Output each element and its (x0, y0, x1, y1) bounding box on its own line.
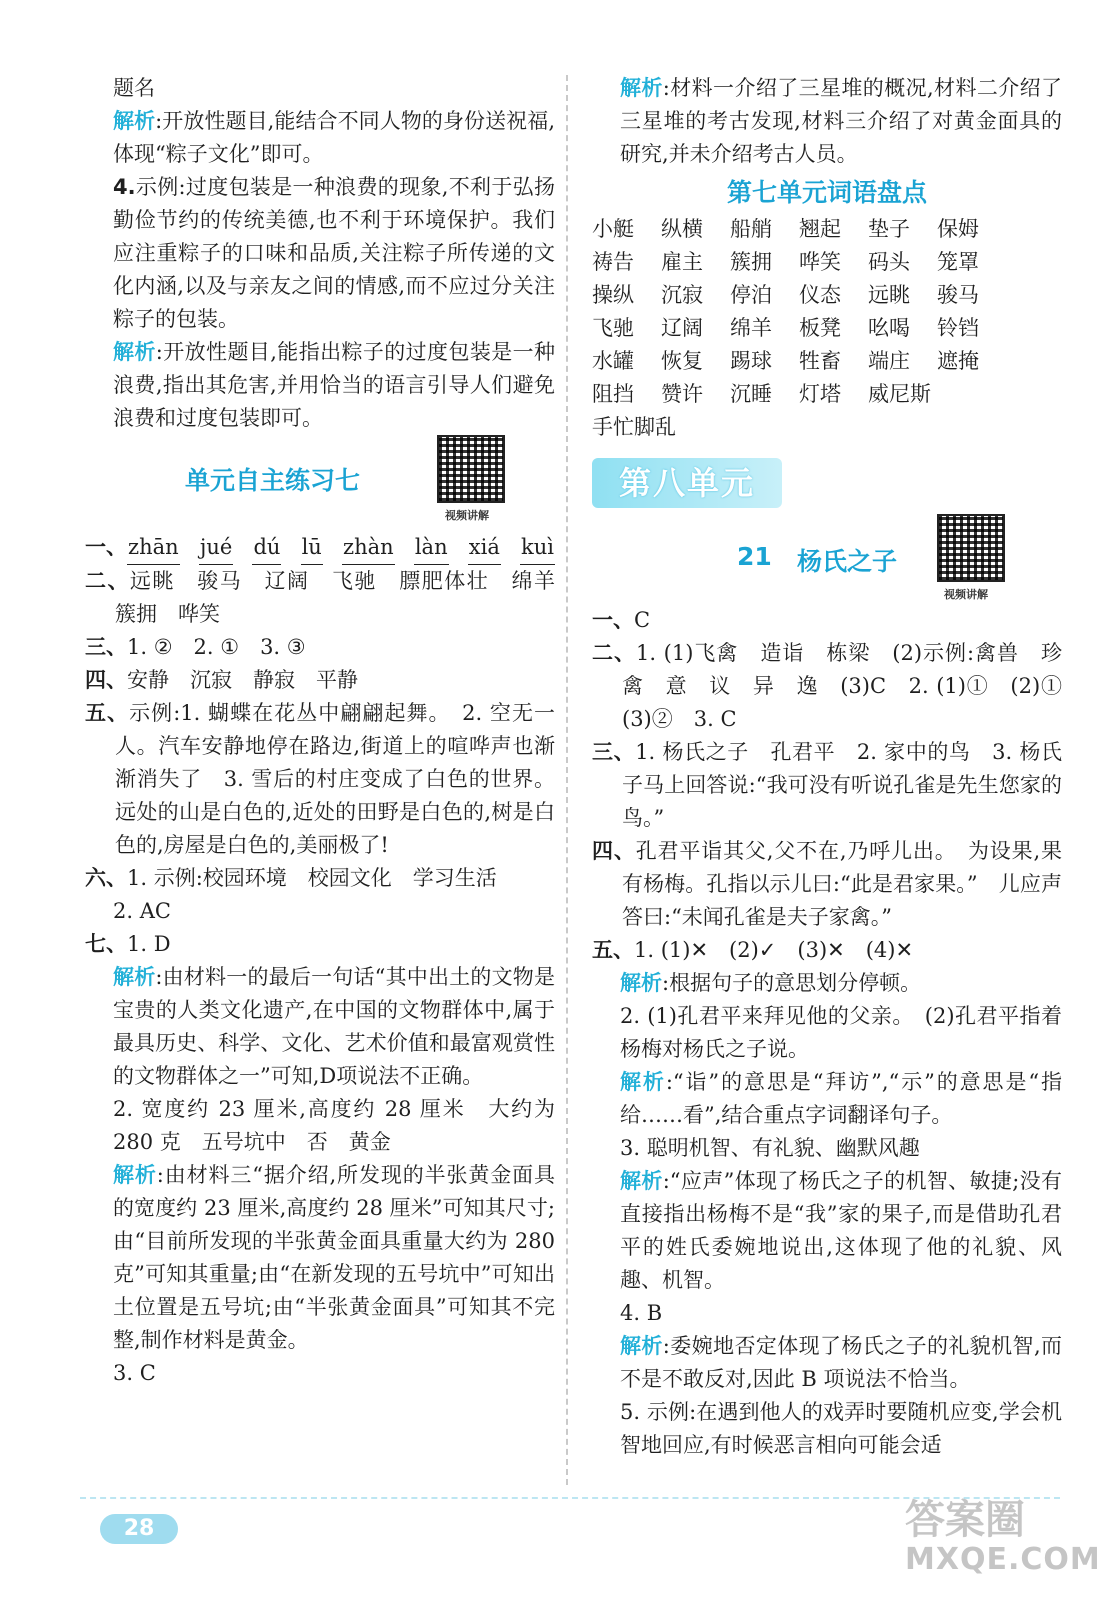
analysis-paragraph: 解析:开放性题目,能结合不同人物的身份送祝福,体现“粽子文化”即可。 (113, 109, 556, 166)
vocab-title: 第七单元词语盘点 (726, 178, 927, 207)
column-divider (566, 75, 568, 1485)
vocab-item: 船艄 (730, 217, 772, 241)
unit-banner: 第八单元 (592, 458, 782, 508)
vocab-item: 牲畜 (799, 349, 841, 373)
analysis-paragraph: 解析:由材料一的最后一句话“其中出土的文物是宝贵的人类文化遗产,在中国的文物群体中,属于最具历史、科学、文化、艺术价值和最富观赏性的文物群体之一”可知,D项说法不正确。 (113, 965, 556, 1088)
vocab-item: 手忙脚乱 (592, 415, 676, 439)
answer-r5: 五、1. (1)✕ (2)✓ (3)✕ (4)✕ (592, 938, 914, 962)
vocab-item: 小艇 (592, 217, 634, 241)
vocab-item: 垫子 (868, 217, 910, 241)
vocab-item: 纵横 (661, 217, 703, 241)
vocab-item: 阻挡 (592, 382, 634, 406)
vocab-item: 灯塔 (799, 382, 841, 406)
answer-s7-3: 3. C (113, 1361, 156, 1385)
vocab-item: 水罐 (592, 349, 634, 373)
vocab-item: 踢球 (730, 349, 772, 373)
section-title: 单元自主练习七 (185, 466, 361, 495)
analysis-paragraph: 解析:材料一介绍了三星堆的概况,材料二介绍了三星堆的考古发现,材料三介绍了对黄金面具的研究,并未介绍考古人员。 (620, 76, 1063, 166)
vocab-item: 码头 (868, 250, 910, 274)
section-header (85, 435, 555, 531)
answer-s7: 七、1. D (85, 932, 171, 956)
pinyin: jué (199, 531, 233, 565)
left-column (85, 72, 577, 1390)
qr-caption: 视频讲解 (944, 588, 988, 601)
vocab-item: 远眺 (868, 283, 910, 307)
vocab-item: 赞许 (661, 382, 703, 406)
pinyin: dú (252, 531, 281, 565)
vocab-item: 翘起 (799, 217, 841, 241)
answer-r5-4: 4. B (620, 1301, 663, 1325)
vocab-item: 操纵 (592, 283, 634, 307)
qr-caption: 视频讲解 (445, 509, 489, 522)
answer-r5-5: 5. 示例:在遇到他人的戏弄时要随机应变,学会机智地回应,有时候恶言相向可能会适 (620, 1400, 1062, 1457)
watermark: 答案圈 MXQE.COM (905, 1497, 1101, 1577)
pinyin: lū (301, 531, 323, 565)
vocab-grid (592, 213, 1062, 411)
analysis-paragraph: 解析:“诣”的意思是“拜访”,“示”的意思是“指给……看”,结合重点字词翻译句子。 (620, 1070, 1062, 1127)
vocab-item: 铃铛 (937, 316, 979, 340)
answer-r4: 四、孔君平诣其父,父不在,乃呼儿出。 为设果,果有杨梅。孔指以示儿曰:“此是君家果。” 儿应声答曰:“未闻孔雀是夫子家禽。” (592, 839, 1063, 929)
analysis-paragraph: 解析:开放性题目,能指出粽子的过度包装是一种浪费,指出其危害,并用恰当的语言引导人们避免浪费和过度包装即可。 (113, 340, 556, 430)
vocab-item: 保姆 (937, 217, 979, 241)
vocab-item: 端庄 (868, 349, 910, 373)
answer-s5: 五、示例:1. 蝴蝶在花丛中翩翩起舞。 2. 空无一人。汽车安静地停在路边,街道上的喧哗声也渐渐消失了 3. 雪后的村庄变成了白色的世界。远处的山是白色的,近处的田野是白色的,树是白色的,房屋是白色的,美丽极了! (85, 701, 556, 857)
pinyin: zhān (127, 531, 180, 565)
pinyin: zhàn (342, 531, 395, 565)
vocab-item: 沉睡 (730, 382, 772, 406)
lesson-number: 21 (737, 542, 772, 571)
pinyin-row (127, 531, 555, 565)
vocab-item: 骏马 (937, 283, 979, 307)
lesson-title: 杨氏之子 (797, 547, 898, 576)
answer-s4: 四、安静 沉寂 静寂 平静 (85, 668, 358, 692)
answer-s6-2: 2. AC (113, 899, 171, 923)
vocab-item: 恢复 (661, 349, 703, 373)
vocab-item: 飞驰 (592, 316, 634, 340)
answer-s2: 二、远眺 骏马 辽阔 飞驰 膘肥体壮 绵羊 簇拥 哗笑 (85, 569, 577, 626)
answer-s7-2: 2. 宽度约 23 厘米,高度约 28 厘米 大约为 280 克 五号坑中 否 黄金 (113, 1097, 555, 1154)
vocab-item: 威尼斯 (868, 382, 931, 406)
vocab-item: 停泊 (730, 283, 772, 307)
vocab-item: 仪态 (799, 283, 841, 307)
vocab-item: 板凳 (799, 316, 841, 340)
qr-code-icon[interactable] (437, 435, 505, 503)
analysis-paragraph: 解析:“应声”体现了杨氏之子的机智、敏捷;没有直接指出杨梅不是“我”家的果子,而是借助孔君平的姓氏委婉地说出,这体现了他的礼貌、风趣、机智。 (620, 1169, 1062, 1292)
pinyin: kuì (520, 531, 555, 565)
answer-4: 4.示例:过度包装是一种浪费的现象,不利于弘扬勤俭节约的传统美德,也不利于环境保护。我们应注重粽子的口味和品质,关注粽子所传递的文化内涵,以及与亲友之间的情感,而不应过分关注粽子的包装。 (113, 175, 555, 331)
analysis-paragraph: 解析:根据句子的意思划分停顿。 (620, 971, 922, 995)
vocab-item: 笼罩 (937, 250, 979, 274)
analysis-paragraph: 解析:委婉地否定体现了杨氏之子的礼貌机智,而不是不敢反对,因此 B 项说法不恰当。 (620, 1334, 1063, 1391)
vocab-item: 遮掩 (937, 349, 979, 373)
unit-header (592, 444, 1062, 604)
answer-s1: 一、 zhān jué dú lū zhàn làn xiá kuì (85, 531, 555, 565)
text-line: 题名 (113, 76, 155, 100)
analysis-paragraph: 解析:由材料三“据介绍,所发现的半张黄金面具的宽度约 23 厘米,高度约 28 厘米”可知其尺寸;由“目前所发现的半张黄金面具重量大约为 280 克”可知其重量;由“在新发现的五号坑中”可知出土位置是五号坑;由“半张黄金面具”可知其不完整,制作材料是黄金。 (113, 1163, 555, 1352)
vocab-item: 辽阔 (661, 316, 703, 340)
qr-code-icon[interactable] (937, 514, 1005, 582)
vocab-item: 绵羊 (730, 316, 772, 340)
answer-r3: 三、1. 杨氏之子 孔君平 2. 家中的鸟 3. 杨氏子马上回答说:“我可没有听说孔雀是先生您家的鸟。” (592, 740, 1062, 830)
answer-r5-2: 2. (1)孔君平来拜见他的父亲。 (2)孔君平指着杨梅对杨氏之子说。 (620, 1004, 1062, 1061)
answer-r2: 二、1. (1)飞禽 造诣 栋梁 (2)示例:禽兽 珍禽 意 议 异 逸 (3)C 2. (1)① (2)① (3)② 3. C (592, 641, 1083, 731)
vocab-item: 哗笑 (799, 250, 841, 274)
vocab-item: 雇主 (661, 250, 703, 274)
pinyin: làn (414, 531, 449, 565)
answer-r5-3: 3. 聪明机智、有礼貌、幽默风趣 (620, 1136, 920, 1160)
answer-s3: 三、1. ② 2. ① 3. ③ (85, 635, 306, 659)
vocab-item: 沉寂 (661, 283, 703, 307)
answer-s6: 六、1. 示例:校园环境 校园文化 学习生活 (85, 866, 497, 890)
vocab-item: 簇拥 (730, 250, 772, 274)
answer-r1: 一、C (592, 608, 651, 632)
page-number: 28 (100, 1514, 178, 1544)
pinyin: xiá (468, 531, 501, 565)
vocab-item: 祷告 (592, 250, 634, 274)
vocab-item: 吆喝 (868, 316, 910, 340)
right-column (592, 72, 1083, 1462)
